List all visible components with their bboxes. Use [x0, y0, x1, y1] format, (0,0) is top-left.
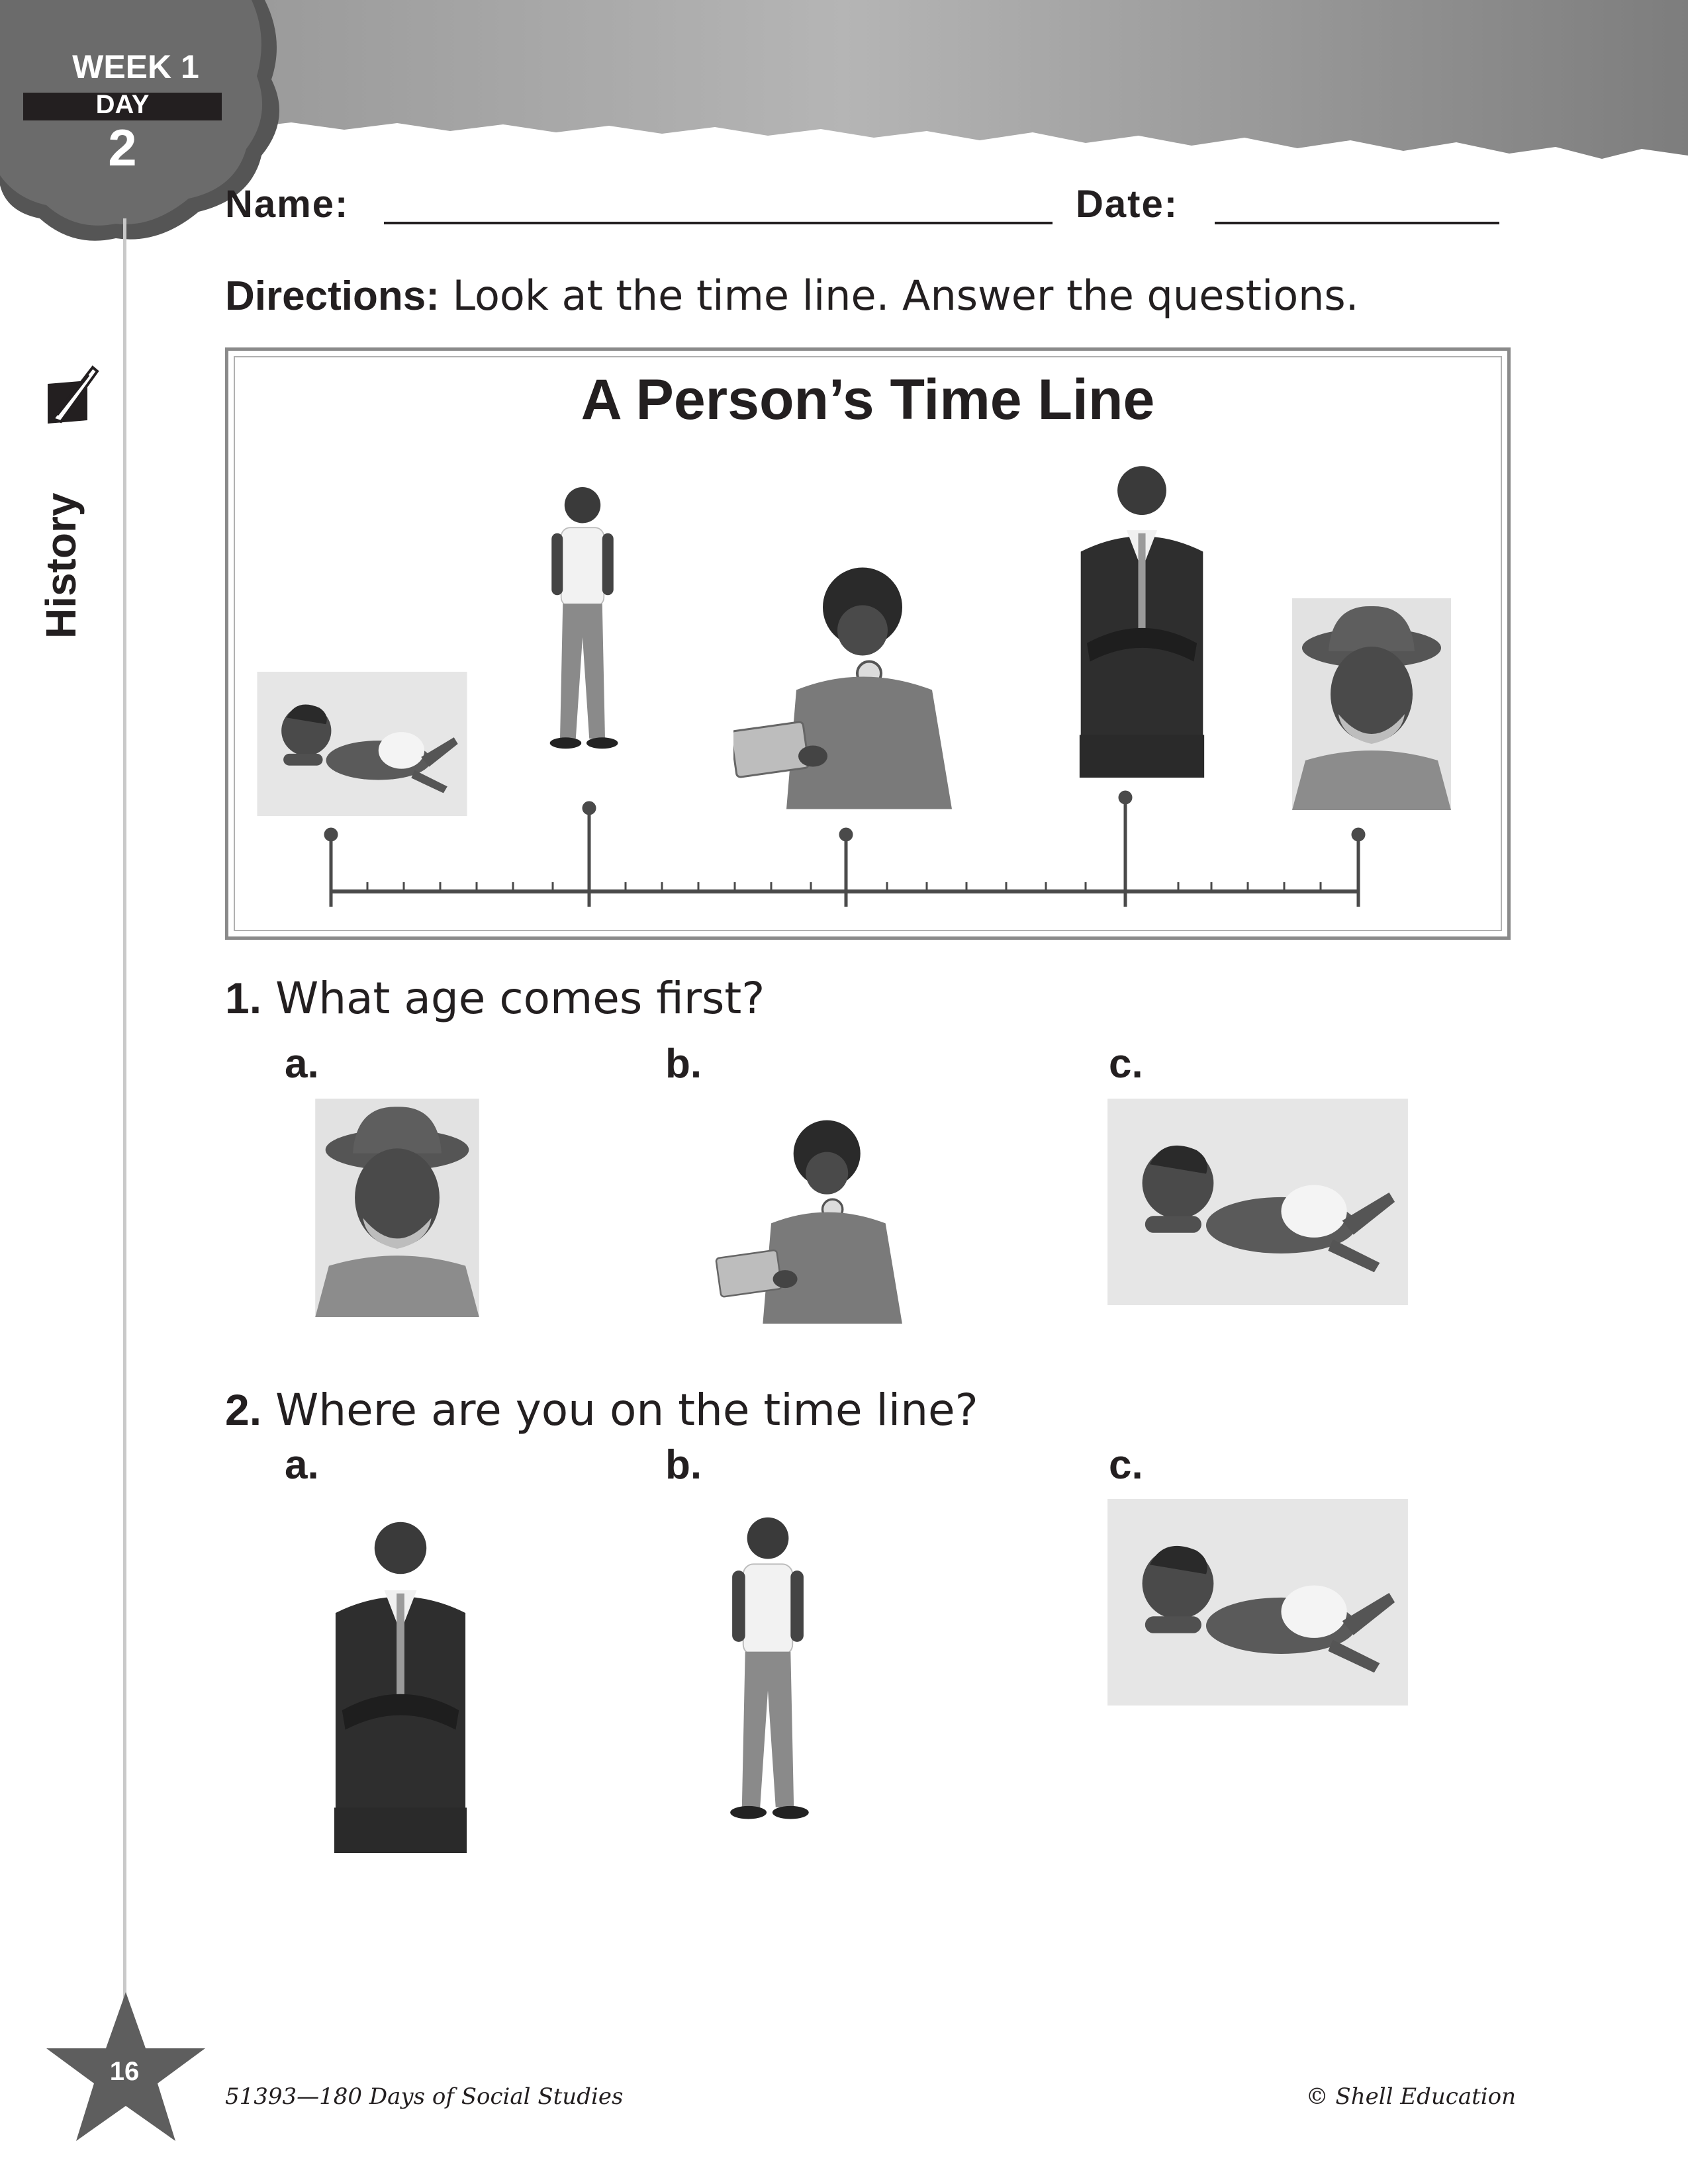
name-write-line[interactable] [384, 222, 1053, 224]
timeline-teen-photo [731, 568, 952, 809]
question-2-choice-a-adult-photo[interactable] [311, 1516, 490, 1853]
directions [225, 271, 1358, 320]
question-1-choice-a-letter: a. [285, 1041, 319, 1087]
directions-text: Look at the time line. Answer the questions. [439, 271, 1359, 320]
question-1-choice-b-teen-photo[interactable] [705, 1112, 943, 1324]
directions-label: Directions: [225, 273, 440, 319]
subject-label: History [37, 492, 85, 639]
question-1 [225, 973, 765, 1024]
question-2-choice-a-letter: a. [285, 1442, 319, 1488]
question-1-text: What age comes first? [261, 973, 765, 1024]
question-2-choice-c-baby-photo[interactable] [1105, 1499, 1410, 1706]
timeline-child-photo [550, 487, 618, 749]
question-1-choice-a-elder-photo[interactable] [285, 1099, 510, 1317]
quill-book-icon [41, 361, 101, 427]
timeline-adult-photo [1080, 466, 1204, 778]
question-1-choice-c-baby-photo[interactable] [1105, 1099, 1410, 1305]
timeline-baby-photo [257, 672, 467, 816]
name-label: Name: [225, 183, 350, 226]
question-2-choice-c-letter: c. [1109, 1442, 1143, 1488]
question-2-text: Where are you on the time line? [261, 1385, 978, 1435]
question-1-number: 1. [225, 974, 262, 1023]
date-label: Date: [1076, 183, 1179, 226]
timeline-diagram [225, 347, 1511, 940]
timeline-title: A Person’s Time Line [581, 368, 1155, 432]
question-1-choice-b-letter: b. [665, 1041, 702, 1087]
badge-day-number: 2 [108, 118, 137, 177]
footer-book-title: 51393—180 Days of Social Studies [225, 2083, 624, 2110]
sidebar-rule [123, 218, 126, 2058]
page-number: 16 [109, 2057, 140, 2086]
question-2 [225, 1385, 978, 1435]
timeline-elder-photo [1292, 598, 1451, 810]
question-2-number: 2. [225, 1385, 262, 1434]
question-2-choice-b-letter: b. [665, 1442, 702, 1488]
question-2-choice-b-child-photo[interactable] [702, 1509, 834, 1833]
date-write-line[interactable] [1215, 222, 1499, 224]
question-1-choice-c-letter: c. [1109, 1041, 1143, 1087]
badge-day: DAY [95, 90, 150, 119]
footer-copyright: © Shell Education [1305, 2083, 1516, 2110]
badge-week: WEEK 1 [72, 48, 199, 85]
